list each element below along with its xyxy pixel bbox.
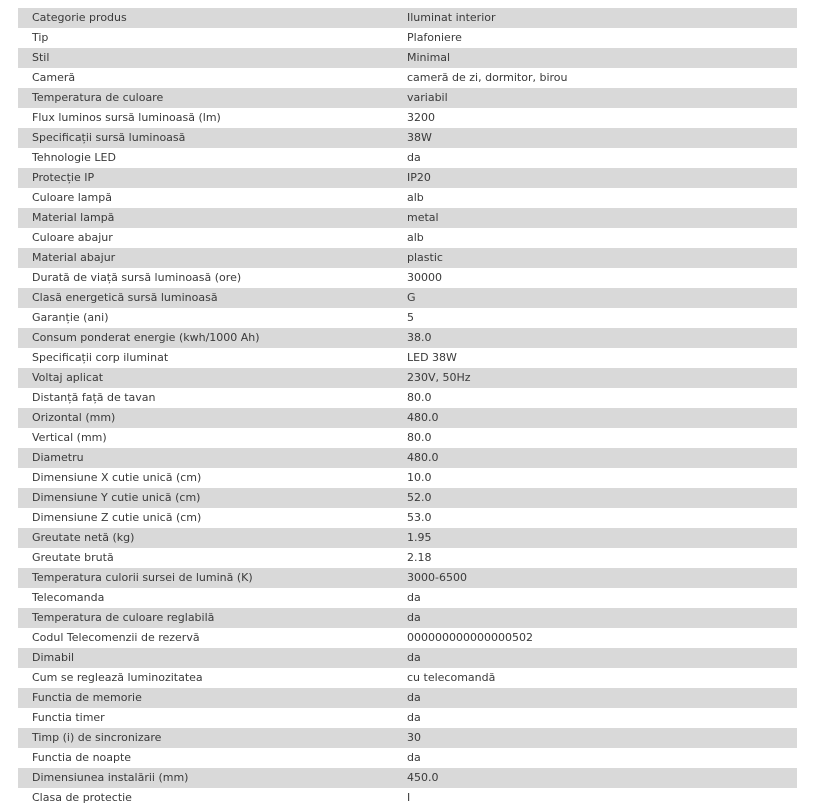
spec-row — [18, 8, 797, 28]
spec-value: 1.95 — [393, 528, 797, 548]
spec-row — [18, 588, 797, 608]
spec-label: Codul Telecomenzii de rezervă — [18, 628, 393, 648]
spec-value: da — [393, 148, 797, 168]
spec-row — [18, 428, 797, 448]
spec-value: 480.0 — [393, 408, 797, 428]
spec-row — [18, 108, 797, 128]
spec-row — [18, 188, 797, 208]
spec-value: 10.0 — [393, 468, 797, 488]
specifications-table-body — [18, 8, 797, 808]
spec-row — [18, 708, 797, 728]
spec-value: plastic — [393, 248, 797, 268]
spec-label: Timp (i) de sincronizare — [18, 728, 393, 748]
spec-value: LED 38W — [393, 348, 797, 368]
spec-label: Vertical (mm) — [18, 428, 393, 448]
spec-label: Telecomanda — [18, 588, 393, 608]
spec-value: 450.0 — [393, 768, 797, 788]
spec-label: Functia de noapte — [18, 748, 393, 768]
spec-value: 53.0 — [393, 508, 797, 528]
spec-row — [18, 448, 797, 468]
spec-label: Dimabil — [18, 648, 393, 668]
spec-row — [18, 248, 797, 268]
spec-value: 30 — [393, 728, 797, 748]
spec-value: IP20 — [393, 168, 797, 188]
spec-row — [18, 168, 797, 188]
spec-value: 52.0 — [393, 488, 797, 508]
spec-row — [18, 628, 797, 648]
spec-label: Greutate netă (kg) — [18, 528, 393, 548]
spec-value: Minimal — [393, 48, 797, 68]
spec-row — [18, 488, 797, 508]
spec-label: Orizontal (mm) — [18, 408, 393, 428]
spec-value: da — [393, 588, 797, 608]
spec-label: Consum ponderat energie (kwh/1000 Ah) — [18, 328, 393, 348]
spec-value: 80.0 — [393, 428, 797, 448]
spec-label: Culoare lampă — [18, 188, 393, 208]
spec-value: cu telecomandă — [393, 668, 797, 688]
spec-row — [18, 68, 797, 88]
spec-label: Specificații sursă luminoasă — [18, 128, 393, 148]
spec-row — [18, 328, 797, 348]
spec-row — [18, 228, 797, 248]
spec-label: Specificații corp iluminat — [18, 348, 393, 368]
spec-label: Dimensiune Z cutie unică (cm) — [18, 508, 393, 528]
spec-label: Dimensiune Y cutie unică (cm) — [18, 488, 393, 508]
spec-value: cameră de zi, dormitor, birou — [393, 68, 797, 88]
spec-label: Functia timer — [18, 708, 393, 728]
spec-label: Dimensiune X cutie unică (cm) — [18, 468, 393, 488]
spec-label: Temperatura culorii sursei de lumină (K) — [18, 568, 393, 588]
spec-value: da — [393, 708, 797, 728]
spec-row — [18, 368, 797, 388]
spec-label: Greutate brută — [18, 548, 393, 568]
spec-row — [18, 528, 797, 548]
spec-label: Tehnologie LED — [18, 148, 393, 168]
spec-label: Flux luminos sursă luminoasă (lm) — [18, 108, 393, 128]
spec-row — [18, 568, 797, 588]
spec-value: alb — [393, 188, 797, 208]
spec-label: Stil — [18, 48, 393, 68]
spec-label: Cameră — [18, 68, 393, 88]
spec-value: I — [393, 788, 797, 808]
spec-row — [18, 668, 797, 688]
spec-label: Diametru — [18, 448, 393, 468]
specifications-table — [18, 8, 797, 808]
spec-value: 38.0 — [393, 328, 797, 348]
spec-row — [18, 508, 797, 528]
spec-value: 480.0 — [393, 448, 797, 468]
spec-row — [18, 128, 797, 148]
spec-value: da — [393, 748, 797, 768]
spec-row — [18, 48, 797, 68]
spec-label: Culoare abajur — [18, 228, 393, 248]
spec-value: Iluminat interior — [393, 8, 797, 28]
spec-value: 3000-6500 — [393, 568, 797, 588]
spec-label: Material abajur — [18, 248, 393, 268]
spec-row — [18, 648, 797, 668]
spec-value: 5 — [393, 308, 797, 328]
spec-label: Garanție (ani) — [18, 308, 393, 328]
spec-label: Tip — [18, 28, 393, 48]
spec-value: 3200 — [393, 108, 797, 128]
spec-label: Protecție IP — [18, 168, 393, 188]
spec-row — [18, 148, 797, 168]
spec-row — [18, 548, 797, 568]
spec-value: 230V, 50Hz — [393, 368, 797, 388]
spec-label: Voltaj aplicat — [18, 368, 393, 388]
spec-value: da — [393, 648, 797, 668]
spec-label: Distanță față de tavan — [18, 388, 393, 408]
spec-label: Temperatura de culoare reglabilă — [18, 608, 393, 628]
spec-row — [18, 728, 797, 748]
spec-row — [18, 308, 797, 328]
spec-value: 2.18 — [393, 548, 797, 568]
spec-label: Categorie produs — [18, 8, 393, 28]
spec-row — [18, 288, 797, 308]
spec-row — [18, 88, 797, 108]
spec-label: Dimensiunea instalării (mm) — [18, 768, 393, 788]
spec-value: alb — [393, 228, 797, 248]
spec-label: Functia de memorie — [18, 688, 393, 708]
spec-row — [18, 768, 797, 788]
spec-row — [18, 788, 797, 808]
spec-label: Clasa de protectie — [18, 788, 393, 808]
spec-value: 000000000000000502 — [393, 628, 797, 648]
spec-value: 30000 — [393, 268, 797, 288]
spec-row — [18, 748, 797, 768]
spec-row — [18, 268, 797, 288]
spec-label: Material lampă — [18, 208, 393, 228]
spec-row — [18, 388, 797, 408]
spec-label: Cum se reglează luminozitatea — [18, 668, 393, 688]
spec-label: Clasă energetică sursă luminoasă — [18, 288, 393, 308]
spec-value: da — [393, 688, 797, 708]
spec-row — [18, 208, 797, 228]
spec-value: 80.0 — [393, 388, 797, 408]
spec-value: 38W — [393, 128, 797, 148]
spec-label: Durată de viață sursă luminoasă (ore) — [18, 268, 393, 288]
spec-label: Temperatura de culoare — [18, 88, 393, 108]
spec-row — [18, 28, 797, 48]
spec-value: da — [393, 608, 797, 628]
spec-value: Plafoniere — [393, 28, 797, 48]
spec-row — [18, 688, 797, 708]
spec-row — [18, 468, 797, 488]
spec-value: variabil — [393, 88, 797, 108]
spec-row — [18, 348, 797, 368]
spec-value: metal — [393, 208, 797, 228]
spec-row — [18, 608, 797, 628]
spec-value: G — [393, 288, 797, 308]
spec-row — [18, 408, 797, 428]
